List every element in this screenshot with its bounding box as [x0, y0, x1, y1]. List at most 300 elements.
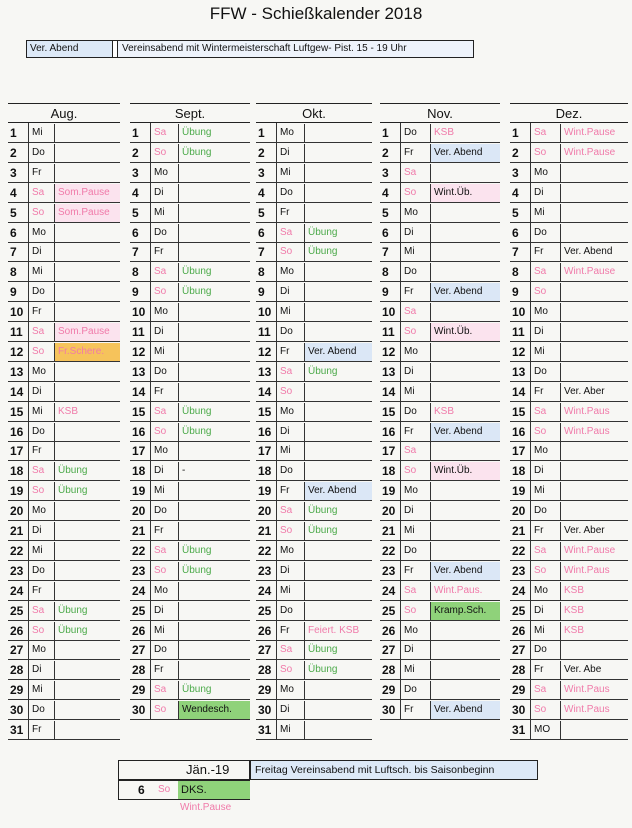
event-cell: Wint.Paus [560, 423, 628, 441]
weekday-label: Do [400, 402, 430, 422]
event-cell [304, 442, 372, 460]
day-number: 1 [512, 126, 519, 140]
event-cell: Übung [304, 502, 372, 520]
day-row [8, 143, 120, 163]
day-number: 20 [258, 504, 272, 519]
event-cell [304, 323, 372, 341]
weekday-label: Mo [276, 262, 304, 282]
day-row [510, 282, 628, 302]
event-cell: Wint.Üb. [430, 462, 500, 480]
day-number: 1 [382, 126, 389, 140]
day-number: 18 [512, 464, 526, 479]
day-row [510, 143, 628, 163]
event-cell [304, 164, 372, 182]
day-row [380, 382, 500, 402]
day-row [130, 183, 250, 203]
weekday-label: Do [276, 322, 304, 342]
event-cell: Übung [178, 403, 250, 421]
day-row [510, 322, 628, 342]
day-row [380, 561, 500, 581]
january-note: Freitag Vereinsabend mit Luftsch. bis Saisonbeginn [255, 764, 495, 776]
day-row [256, 342, 372, 362]
day-number: 4 [132, 185, 139, 200]
day-number: 17 [512, 444, 526, 459]
day-row [130, 123, 250, 143]
day-row [380, 422, 500, 442]
weekday-label: Mi [28, 541, 54, 561]
day-number: 28 [258, 663, 272, 678]
day-row [130, 561, 250, 581]
weekday-label: Mo [28, 501, 54, 521]
event-cell [54, 164, 120, 182]
weekday-label: Sa [530, 541, 560, 561]
event-cell [178, 582, 250, 600]
day-number: 3 [258, 165, 265, 180]
day-number: 6 [382, 225, 389, 240]
day-number: 26 [258, 623, 272, 638]
weekday-label: So [276, 382, 304, 402]
day-number: 25 [382, 603, 396, 618]
day-number: 16 [10, 424, 24, 439]
weekday-label: Sa [400, 163, 430, 183]
event-cell: Übung [178, 263, 250, 281]
day-row [130, 521, 250, 541]
weekday-label: Sa [150, 680, 178, 700]
day-number: 6 [132, 225, 139, 240]
day-row [8, 422, 120, 442]
event-cell [178, 184, 250, 202]
event-cell [304, 462, 372, 480]
event-cell: Übung [178, 283, 250, 301]
day-row [256, 481, 372, 501]
day-number: 10 [10, 305, 24, 320]
day-number: 11 [512, 325, 525, 339]
day-row [256, 700, 372, 720]
weekday-label: Mi [276, 302, 304, 322]
event-cell [430, 343, 500, 361]
day-number: 10 [382, 305, 396, 320]
event-cell [178, 323, 250, 341]
weekday-label: MO [530, 720, 560, 740]
day-row [256, 402, 372, 422]
event-cell: Übung [178, 542, 250, 560]
event-cell [178, 363, 250, 381]
event-cell [560, 323, 628, 341]
weekday-label: Sa [28, 461, 54, 481]
day-row [510, 402, 628, 422]
event-cell: Übung [178, 124, 250, 142]
weekday-label: Sa [276, 501, 304, 521]
event-cell [430, 442, 500, 460]
day-number: 16 [382, 424, 396, 439]
weekday-label: Di [276, 282, 304, 302]
day-row [510, 621, 628, 641]
weekday-label: Di [276, 700, 304, 720]
event-cell [304, 582, 372, 600]
day-row [130, 680, 250, 700]
day-number: 6 [258, 225, 265, 240]
weekday-label: Mi [400, 242, 430, 262]
day-number: 12 [132, 344, 146, 359]
weekday-label: Mo [150, 441, 178, 461]
weekday-label: Sa [150, 541, 178, 561]
day-number: 11 [258, 325, 271, 339]
event-cell [560, 184, 628, 202]
weekday-label: Di [150, 322, 178, 342]
day-row [380, 621, 500, 641]
day-row [8, 203, 120, 223]
weekday-label: Do [150, 362, 178, 382]
weekday-label: Di [400, 501, 430, 521]
weekday-label: Mo [276, 402, 304, 422]
event-cell [54, 243, 120, 261]
weekday-label: Di [28, 382, 54, 402]
day-number: 2 [132, 145, 139, 160]
day-row [510, 123, 628, 143]
day-number: 5 [10, 205, 17, 220]
day-row [256, 322, 372, 342]
day-number: 17 [10, 444, 24, 459]
event-cell [430, 224, 500, 242]
day-number: 29 [258, 683, 272, 698]
day-row [510, 720, 628, 740]
event-cell [178, 602, 250, 620]
event-cell [54, 582, 120, 600]
weekday-label: Mi [150, 203, 178, 223]
day-number: 31 [10, 723, 24, 737]
day-row [256, 242, 372, 262]
event-cell: Ver. Abend [430, 701, 500, 719]
event-cell [560, 721, 628, 739]
weekday-label: Mo [150, 302, 178, 322]
day-row [380, 501, 500, 521]
weekday-label: Mi [150, 481, 178, 501]
day-row [8, 123, 120, 143]
day-row [130, 541, 250, 561]
day-number: 30 [10, 703, 24, 718]
event-cell [430, 502, 500, 520]
day-number: 23 [512, 563, 526, 578]
day-number: 7 [132, 245, 139, 260]
day-number: 31 [512, 723, 526, 737]
event-cell [178, 502, 250, 520]
day-number: 9 [382, 285, 389, 300]
day-number: 30 [512, 703, 526, 718]
weekday-label: Mi [400, 660, 430, 680]
day-row [8, 660, 120, 680]
day-number: 12 [258, 344, 272, 359]
day-number: 19 [258, 484, 272, 499]
event-cell: Übung [54, 602, 120, 620]
day-row [8, 601, 120, 621]
day-number: 23 [258, 563, 272, 578]
day-number: 18 [10, 464, 24, 479]
day-number: 19 [382, 484, 396, 499]
day-row [256, 262, 372, 282]
day-row [8, 680, 120, 700]
event-cell [430, 681, 500, 699]
day-row [380, 223, 500, 243]
day-number: 25 [132, 603, 146, 618]
event-cell [430, 482, 500, 500]
event-cell: Übung [178, 681, 250, 699]
day-number: 24 [10, 583, 24, 598]
month-header: Sept. [130, 103, 250, 123]
event-cell [54, 124, 120, 142]
event-cell [178, 204, 250, 222]
event-cell [178, 243, 250, 261]
day-row [510, 541, 628, 561]
weekday-label: Do [276, 601, 304, 621]
day-row [130, 660, 250, 680]
day-row [8, 362, 120, 382]
day-number: 16 [132, 424, 146, 439]
day-row [8, 561, 120, 581]
day-row [130, 640, 250, 660]
day-number: 24 [512, 583, 526, 598]
weekday-label: Sa [150, 402, 178, 422]
month-header: Aug. [8, 103, 120, 123]
weekday-label: Sa [28, 322, 54, 342]
day-row [256, 123, 372, 143]
event-cell: Ver. Abend [430, 423, 500, 441]
event-cell [430, 263, 500, 281]
day-number: 11 [10, 325, 23, 339]
weekday-label: Do [530, 362, 560, 382]
day-row [256, 621, 372, 641]
event-cell [178, 641, 250, 659]
day-number: 8 [382, 265, 389, 280]
event-cell: Wint.Pause [560, 263, 628, 281]
day-row [8, 163, 120, 183]
day-row [510, 640, 628, 660]
day-row [8, 282, 120, 302]
day-number: 29 [132, 683, 146, 698]
january-header-cell [118, 760, 250, 780]
weekday-label: Fr [150, 521, 178, 541]
weekday-label: Sa [530, 123, 560, 143]
event-cell [54, 283, 120, 301]
weekday-label: Di [150, 601, 178, 621]
event-cell [54, 701, 120, 719]
day-row [256, 422, 372, 442]
month-header: Okt. [256, 103, 372, 123]
event-cell [54, 383, 120, 401]
event-cell [560, 641, 628, 659]
weekday-label: Sa [150, 123, 178, 143]
event-cell [54, 363, 120, 381]
day-row [130, 621, 250, 641]
day-row [8, 183, 120, 203]
event-cell: Wint.Pause [560, 124, 628, 142]
day-number: 5 [382, 205, 389, 220]
day-row [8, 342, 120, 362]
weekday-label: Mi [150, 621, 178, 641]
weekday-label: Mo [28, 362, 54, 382]
day-number: 10 [512, 305, 526, 320]
event-cell [54, 661, 120, 679]
january-weekday: So [158, 784, 171, 795]
day-row [8, 541, 120, 561]
day-row [130, 163, 250, 183]
day-row [510, 262, 628, 282]
day-number: 11 [382, 325, 395, 339]
day-number: 27 [382, 643, 396, 658]
weekday-label: Mo [276, 680, 304, 700]
event-cell [304, 681, 372, 699]
day-row [130, 223, 250, 243]
day-row [510, 242, 628, 262]
event-cell [304, 283, 372, 301]
day-row [256, 163, 372, 183]
event-cell [304, 562, 372, 580]
weekday-label: Mo [530, 441, 560, 461]
day-row [8, 581, 120, 601]
day-row [130, 262, 250, 282]
day-row [510, 441, 628, 461]
weekday-label: Mo [28, 223, 54, 243]
day-row [380, 123, 500, 143]
day-row [8, 501, 120, 521]
event-cell: Som.Pause [54, 184, 120, 202]
day-row [8, 382, 120, 402]
weekday-label: Fr [28, 720, 54, 740]
day-row [380, 461, 500, 481]
event-cell: Ver. Abend [430, 283, 500, 301]
day-number: 15 [382, 404, 396, 419]
day-row [130, 322, 250, 342]
day-number: 7 [382, 245, 389, 260]
weekday-label: Fr [530, 242, 560, 262]
weekday-label: Di [28, 242, 54, 262]
day-number: 30 [382, 703, 396, 718]
day-row [256, 541, 372, 561]
day-row [256, 680, 372, 700]
day-number: 25 [258, 603, 272, 618]
weekday-label: So [276, 660, 304, 680]
weekday-label: So [400, 183, 430, 203]
day-row [510, 203, 628, 223]
event-cell: Wint.Üb. [430, 323, 500, 341]
weekday-label: So [400, 322, 430, 342]
weekday-label: Fr [276, 342, 304, 362]
event-cell: Ver. Abend [430, 562, 500, 580]
weekday-label: Fr [28, 163, 54, 183]
day-row [256, 382, 372, 402]
weekday-label: Mi [530, 342, 560, 362]
event-cell: Kramp.Sch. [430, 602, 500, 620]
day-number: 30 [132, 703, 146, 718]
event-cell [430, 383, 500, 401]
event-cell: Übung [54, 482, 120, 500]
day-number: 14 [512, 384, 526, 399]
weekday-label: Mi [276, 581, 304, 601]
event-cell [430, 622, 500, 640]
day-row [380, 441, 500, 461]
day-row [510, 660, 628, 680]
day-row [8, 461, 120, 481]
weekday-label: Fr [400, 143, 430, 163]
day-number: 21 [512, 524, 526, 538]
day-row [510, 481, 628, 501]
event-cell [430, 363, 500, 381]
weekday-label: So [530, 700, 560, 720]
day-number: 14 [382, 384, 396, 399]
weekday-label: Sa [530, 402, 560, 422]
day-row [380, 302, 500, 322]
day-number: 21 [10, 524, 24, 538]
legend-description: Vereinsabend mit Wintermeisterschaft Luftgew- Pist. 15 - 19 Uhr [117, 41, 473, 57]
weekday-label: Di [150, 461, 178, 481]
day-number: 13 [382, 364, 396, 379]
day-number: 21 [258, 524, 272, 538]
day-number: 24 [258, 583, 272, 598]
day-row [256, 441, 372, 461]
day-row [380, 541, 500, 561]
day-number: 14 [258, 384, 272, 399]
weekday-label: So [150, 561, 178, 581]
weekday-label: Mi [28, 262, 54, 282]
day-row [8, 402, 120, 422]
day-row [256, 521, 372, 541]
day-number: 14 [10, 384, 24, 399]
day-row [130, 481, 250, 501]
event-cell: Som.Pause [54, 323, 120, 341]
day-number: 7 [258, 245, 265, 260]
day-row [256, 223, 372, 243]
day-row [256, 601, 372, 621]
day-row [130, 362, 250, 382]
weekday-label: So [150, 282, 178, 302]
day-number: 26 [512, 623, 526, 638]
day-number: 22 [132, 543, 146, 558]
weekday-label: Fr [150, 382, 178, 402]
day-row [130, 242, 250, 262]
day-number: 12 [512, 344, 526, 359]
day-row [380, 402, 500, 422]
january-day: 6 [138, 783, 145, 797]
event-cell [178, 224, 250, 242]
day-number: 4 [382, 185, 389, 200]
weekday-label: Do [28, 143, 54, 163]
day-number: 29 [10, 683, 24, 698]
weekday-label: Di [28, 660, 54, 680]
day-row [380, 362, 500, 382]
weekday-label: Mo [276, 541, 304, 561]
event-cell: Ver. Abend [560, 243, 628, 261]
weekday-label: Mo [28, 640, 54, 660]
day-row [130, 422, 250, 442]
day-number: 10 [258, 305, 272, 320]
day-number: 13 [258, 364, 272, 379]
day-row [130, 700, 250, 720]
weekday-label: So [150, 700, 178, 720]
event-cell: Ver. Aber [560, 383, 628, 401]
day-row [8, 223, 120, 243]
day-number: 9 [258, 285, 265, 300]
day-row [256, 660, 372, 680]
day-row [256, 461, 372, 481]
day-number: 28 [132, 663, 146, 678]
event-cell: KSB [430, 124, 500, 142]
day-number: 3 [382, 165, 389, 180]
day-number: 9 [132, 285, 139, 300]
weekday-label: Fr [400, 561, 430, 581]
event-cell [178, 383, 250, 401]
event-cell [304, 204, 372, 222]
day-row [510, 382, 628, 402]
day-row [510, 561, 628, 581]
